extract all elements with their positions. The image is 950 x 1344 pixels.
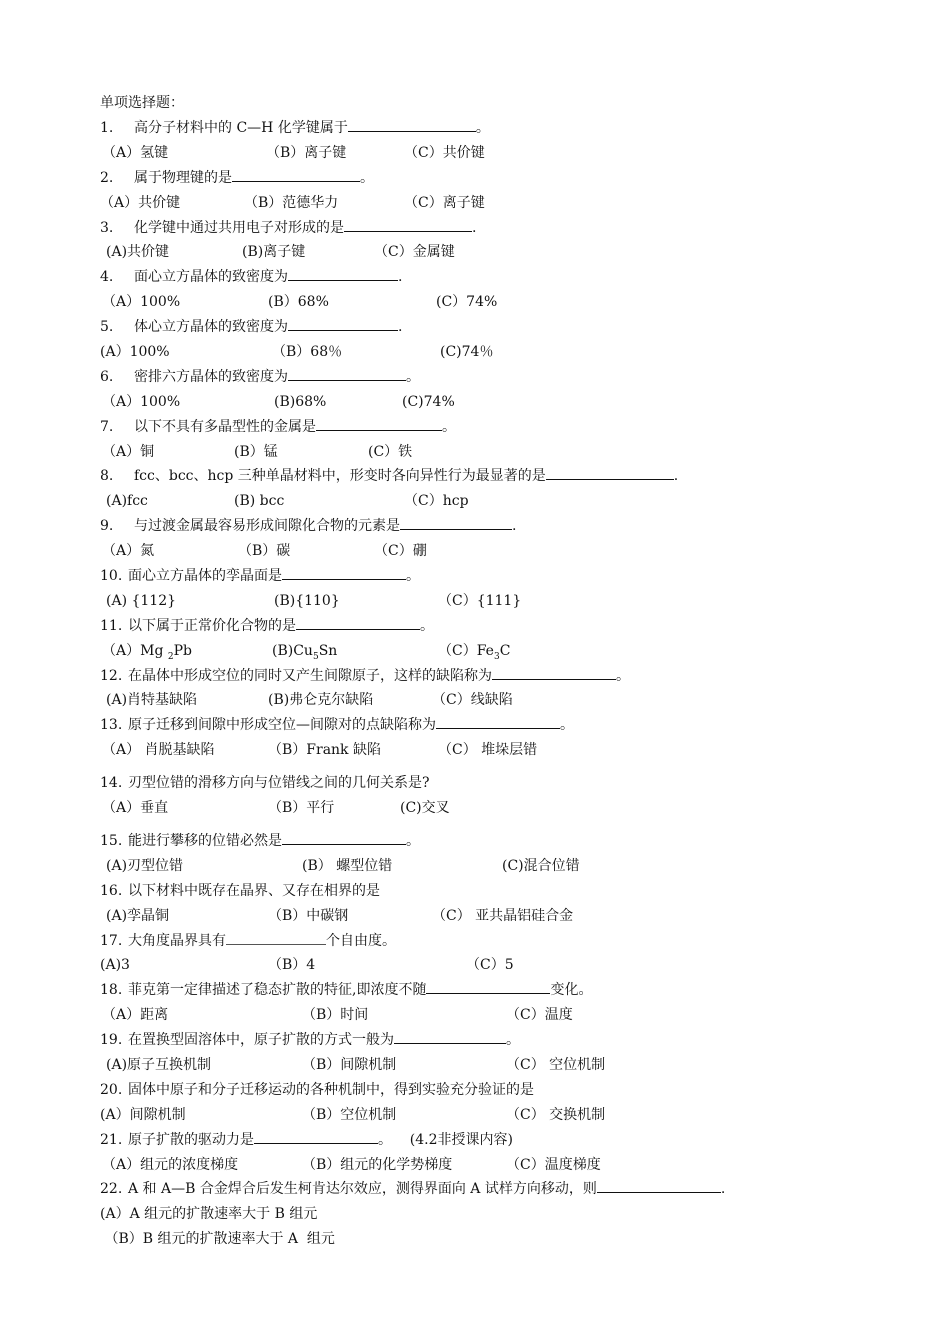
question-number: 22. <box>100 1181 123 1198</box>
option <box>100 1103 186 1128</box>
answer-blank <box>546 464 674 480</box>
option-text: （B）Frank 缺陷 <box>268 742 381 759</box>
answer-blank <box>254 1128 378 1144</box>
question-text <box>128 1128 513 1153</box>
option <box>244 191 338 216</box>
question-stem-tail: 个自由度。 <box>326 932 396 949</box>
question-stem-row <box>98 514 898 539</box>
option-text: (B）锰 <box>234 443 278 460</box>
options-row <box>98 390 898 415</box>
option <box>374 240 455 265</box>
question-stem-row <box>98 315 898 340</box>
answer-blank <box>597 1177 721 1193</box>
question-stem-text: 面心立方晶体的致密度为 <box>134 269 288 286</box>
options-row <box>98 1003 898 1028</box>
answer-blank <box>348 116 476 132</box>
question-number: 11. <box>100 617 123 634</box>
option-text: (B)离子键 <box>242 244 306 261</box>
question-stem-row <box>98 564 898 589</box>
option-text: （C）hcp <box>404 493 469 510</box>
answer-blank <box>288 265 398 281</box>
option <box>466 953 514 978</box>
option-text: （A） 肖脱基缺陷 <box>102 742 215 759</box>
question-number: 7. <box>100 418 114 435</box>
option-text: （B）间隙机制 <box>302 1056 397 1073</box>
option-text: (B)弗仑克尔缺陷 <box>268 692 374 709</box>
options-row <box>98 1053 898 1078</box>
question-stem-text: A 和 A—B 合金焊合后发生柯肯达尔效应，测得界面向 A 试样方向移动，则 <box>128 1181 597 1198</box>
option-text: （A）100% <box>102 393 181 410</box>
question-stem-row <box>98 614 898 639</box>
question-text <box>134 265 402 290</box>
option <box>506 1003 573 1028</box>
option <box>102 639 192 664</box>
option <box>438 738 537 763</box>
question-stem-tail: . <box>673 468 679 485</box>
answer-blank <box>288 365 406 381</box>
answer-blank <box>232 166 360 182</box>
answer-blank <box>282 829 406 845</box>
answer-blank <box>316 415 442 431</box>
answer-blank <box>426 978 550 994</box>
option <box>400 796 450 821</box>
option <box>302 1053 396 1078</box>
question-stem-row <box>98 116 898 141</box>
option <box>274 589 340 614</box>
option <box>404 191 485 216</box>
option <box>268 290 329 315</box>
option-text: （C）5 <box>466 957 514 974</box>
question-stem-tail: . <box>398 269 403 286</box>
option <box>432 688 513 713</box>
option-text: （C）硼 <box>374 543 427 560</box>
option-text: (B)Cu <box>272 642 313 659</box>
option <box>100 191 180 216</box>
question-stem-text: 属于物理键的是 <box>134 169 232 186</box>
option <box>106 688 197 713</box>
option-text: （B）中碳钢 <box>268 907 349 924</box>
option-text: (C)混合位错 <box>502 857 580 874</box>
option-text: （A）氮 <box>102 543 155 560</box>
question-number: 15. <box>100 832 123 849</box>
option-text: （C）{111} <box>438 592 522 609</box>
question-stem-row <box>98 265 898 290</box>
option <box>268 953 315 978</box>
option <box>102 796 168 821</box>
question-text <box>128 713 574 738</box>
option <box>432 904 573 929</box>
options-row <box>98 1103 898 1128</box>
option <box>404 489 469 514</box>
option-text: （A）100% <box>102 294 181 311</box>
spacer <box>98 763 898 771</box>
option <box>374 539 427 564</box>
option <box>238 539 290 564</box>
question-stem-row <box>98 216 898 241</box>
question-stem-text: 以下属于正常价化合物的是 <box>128 617 296 634</box>
question-stem-row <box>98 464 898 489</box>
option-text: (A）100% <box>100 344 170 361</box>
options-row <box>98 240 898 265</box>
option-text: (B）68% <box>268 294 329 311</box>
question-stem-text: 固体中原子和分子迁移运动的各种机制中，得到实验充分验证的是 <box>128 1081 534 1098</box>
option-text: (B)68% <box>274 393 327 410</box>
question-stem-text: 在置换型固溶体中，原子扩散的方式一般为 <box>128 1032 394 1049</box>
options-row <box>98 589 898 614</box>
option-text: (B){110} <box>274 592 340 609</box>
option <box>102 141 168 166</box>
option-text: (A)共价键 <box>106 244 170 261</box>
subscript: 2 <box>167 651 174 662</box>
question-stem-text: 与过渡金属最容易形成间隙化合物的元素是 <box>134 518 400 535</box>
question-stem-tail: 。 <box>616 667 630 684</box>
option-line <box>98 1202 898 1227</box>
question-number: 2. <box>100 169 114 186</box>
option-text: （C）Fe <box>438 642 494 659</box>
option <box>302 1153 452 1178</box>
option-text: （C） 堆垛层错 <box>438 742 538 759</box>
option-text: （A）距离 <box>102 1007 169 1024</box>
question-stem-tail: 。 <box>406 368 420 385</box>
option <box>302 854 392 879</box>
question-stem-text: 原子迁移到间隙中形成空位—间隙对的点缺陷称为 <box>128 717 436 734</box>
question-stem-text: 菲克第一定律描述了稳态扩散的特征,即浓度不随 <box>128 982 427 999</box>
answer-blank <box>400 514 512 530</box>
question-text <box>128 771 430 796</box>
option <box>272 639 337 664</box>
option <box>436 290 497 315</box>
option <box>102 290 180 315</box>
option-text-tail: C <box>499 642 511 659</box>
question-text <box>134 116 490 141</box>
option-text: (A)3 <box>100 957 130 974</box>
option-text: (A）间隙机制 <box>100 1106 186 1123</box>
question-stem-tail: . <box>398 319 403 336</box>
option <box>302 1003 368 1028</box>
option <box>502 854 580 879</box>
option <box>368 440 412 465</box>
question-stem-row <box>98 365 898 390</box>
option-text: （B）平行 <box>268 800 335 817</box>
option <box>404 141 485 166</box>
option-text: （B）碳 <box>238 543 291 560</box>
option <box>302 1103 396 1128</box>
question-text <box>128 614 434 639</box>
option-text: (C)交叉 <box>400 800 450 817</box>
question-stem-text: 能进行攀移的位错必然是 <box>128 832 282 849</box>
option-text: (A)原子互换机制 <box>106 1056 212 1073</box>
question-stem-row <box>98 1128 898 1153</box>
option-text: （B）4 <box>268 957 316 974</box>
question-stem-tail: . <box>512 518 517 535</box>
options-row <box>98 796 898 821</box>
option-text: (C）铁 <box>368 443 413 460</box>
question-stem-row <box>98 929 898 954</box>
option <box>100 340 170 365</box>
question-text <box>128 829 420 854</box>
question-stem-text: 高分子材料中的 C—H 化学键属于 <box>134 120 348 136</box>
option <box>106 854 183 879</box>
question-number: 8. <box>100 468 114 485</box>
answer-blank <box>344 216 472 232</box>
question-stem-tail: 。 <box>360 169 374 186</box>
option-text: （C）温度 <box>506 1007 573 1024</box>
question-text <box>134 514 516 539</box>
answer-blank <box>492 664 616 680</box>
option-text: (A）A 组元的扩散速率大于 B 组元 <box>100 1206 318 1223</box>
question-stem-text: 密排六方晶体的致密度为 <box>134 368 288 385</box>
option <box>506 1053 605 1078</box>
option-text: （C）线缺陷 <box>432 692 513 709</box>
question-stem-tail: . <box>472 219 477 236</box>
option-text: (A)fcc <box>106 493 148 510</box>
options-row <box>98 738 898 763</box>
subscript: 5 <box>312 651 319 662</box>
option-text: (C)74％ <box>440 344 494 361</box>
question-number: 20. <box>100 1081 123 1098</box>
question-number: 21. <box>100 1131 123 1148</box>
option <box>268 738 381 763</box>
option-text: （C） 亚共晶铝硅合金 <box>432 907 574 924</box>
spacer <box>98 821 898 829</box>
option <box>234 440 278 465</box>
option-text: （A）共价键 <box>100 194 181 211</box>
option-text: （C） 交换机制 <box>506 1106 606 1123</box>
question-number: 5. <box>100 319 114 336</box>
option-text: （B）B 组元的扩散速率大于 A 组元 <box>100 1231 335 1248</box>
option <box>438 589 521 614</box>
question-stem-tail: 。 <box>406 832 420 849</box>
question-number: 10. <box>100 568 123 585</box>
option <box>268 796 334 821</box>
options-row <box>98 340 898 365</box>
option-text-tail: Pb <box>173 642 192 659</box>
question-stem-row <box>98 978 898 1003</box>
option <box>268 688 373 713</box>
option-text: (A)肖特基缺陷 <box>106 692 198 709</box>
option <box>506 1103 605 1128</box>
question-stem-row <box>98 415 898 440</box>
option <box>438 639 510 664</box>
option <box>106 240 169 265</box>
question-stem-tail: 。 <box>406 568 420 585</box>
option <box>402 390 455 415</box>
answer-blank <box>296 614 420 630</box>
question-text <box>134 415 456 440</box>
answer-blank <box>288 315 398 331</box>
option-text: （C）离子键 <box>404 194 485 211</box>
option-text: （B）时间 <box>302 1007 369 1024</box>
option <box>106 589 176 614</box>
question-stem-tail: 。 <box>420 617 434 634</box>
question-text <box>128 1177 725 1202</box>
question-stem-row <box>98 1078 898 1103</box>
option-text: （B）组元的化学势梯度 <box>302 1156 453 1173</box>
question-number: 6. <box>100 368 114 385</box>
question-stem-tail: 。 <box>506 1032 520 1049</box>
option <box>440 340 493 365</box>
option-text: （A）组元的浓度梯度 <box>102 1156 239 1173</box>
question-number: 17. <box>100 932 123 949</box>
question-text <box>134 365 420 390</box>
question-stem-text: 刃型位错的滑移方向与位错线之间的几何关系是? <box>128 775 430 792</box>
option-text: (C)74% <box>402 393 455 410</box>
option-text: (B） 螺型位错 <box>302 857 393 874</box>
option <box>272 340 342 365</box>
question-number: 3. <box>100 219 114 236</box>
option <box>106 489 148 514</box>
option-text: (A) {112} <box>106 592 177 609</box>
question-stem-tail: 。 (4.2非授课内容) <box>378 1131 513 1148</box>
option <box>102 539 154 564</box>
option <box>102 1003 168 1028</box>
option-text: （A）垂直 <box>102 800 169 817</box>
option-text: (A)刃型位错 <box>106 857 184 874</box>
question-text <box>134 216 476 241</box>
section-heading: 单项选择题： <box>100 95 184 111</box>
question-text <box>128 978 592 1003</box>
question-number: 1. <box>100 120 114 136</box>
question-stem-tail: 。 <box>560 717 574 734</box>
question-text <box>128 929 396 954</box>
option <box>102 1153 238 1178</box>
question-text <box>128 564 420 589</box>
option-text: (C）74% <box>436 294 498 311</box>
option-text: （B）范德华力 <box>244 194 339 211</box>
answer-blank <box>436 713 560 729</box>
question-number: 12. <box>100 667 123 684</box>
question-stem-text: 原子扩散的驱动力是 <box>128 1131 254 1148</box>
question-text <box>134 315 402 340</box>
option <box>102 738 215 763</box>
option <box>106 904 169 929</box>
question-list <box>98 116 898 1252</box>
question-stem-text: 以下材料中既存在晶界、又存在相界的是 <box>128 882 380 899</box>
option-text: （A）铜 <box>102 443 155 460</box>
question-stem-row <box>98 664 898 689</box>
option <box>242 240 305 265</box>
option-text: （A）Mg <box>102 642 168 659</box>
option-text: （B）68％ <box>272 344 343 361</box>
options-row <box>98 191 898 216</box>
options-row <box>98 854 898 879</box>
question-number: 9. <box>100 518 114 535</box>
subscript: 3 <box>493 651 500 662</box>
question-text <box>128 1028 520 1053</box>
option <box>102 390 180 415</box>
question-stem-row <box>98 1177 898 1202</box>
option <box>234 489 284 514</box>
question-stem-row <box>98 166 898 191</box>
option <box>268 904 348 929</box>
question-number: 18. <box>100 982 123 999</box>
answer-blank <box>226 929 326 945</box>
question-stem-text: 以下不具有多晶型性的金属是 <box>134 418 316 435</box>
option-text: （C） 空位机制 <box>506 1056 606 1073</box>
question-stem-row <box>98 879 898 904</box>
option-text: (B) bcc <box>234 493 285 510</box>
question-text <box>128 879 380 904</box>
options-row <box>98 904 898 929</box>
answer-blank <box>282 564 406 580</box>
options-row <box>98 440 898 465</box>
option-text: （A）氢键 <box>102 144 169 161</box>
option-text: （C）温度梯度 <box>506 1156 601 1173</box>
option-text-tail: Sn <box>318 642 338 659</box>
question-stem-row <box>98 829 898 854</box>
option-text: （C）共价键 <box>404 144 485 161</box>
option <box>106 1053 211 1078</box>
options-row <box>98 688 898 713</box>
option-line <box>98 1227 898 1252</box>
question-stem-tail: 。 <box>475 120 490 136</box>
question-number: 13. <box>100 717 123 734</box>
options-row <box>98 539 898 564</box>
options-row <box>98 141 898 166</box>
question-number: 16. <box>100 882 123 899</box>
options-row <box>98 639 898 664</box>
question-stem-row <box>98 771 898 796</box>
option-text: （B）离子键 <box>266 144 347 161</box>
option-text: （C）金属键 <box>374 244 455 261</box>
question-number: 19. <box>100 1032 123 1049</box>
question-text <box>134 464 678 489</box>
question-stem-text: 大角度晶界具有 <box>128 932 226 949</box>
option-text: （B）空位机制 <box>302 1106 397 1123</box>
question-text <box>128 1078 534 1103</box>
question-number: 14. <box>100 775 123 792</box>
question-stem-text: 体心立方晶体的致密度为 <box>134 319 288 336</box>
question-stem-tail: . <box>720 1181 726 1198</box>
question-text <box>128 664 630 689</box>
question-text <box>134 166 374 191</box>
option-text: (A)孪晶铜 <box>106 907 170 924</box>
option <box>274 390 326 415</box>
options-row <box>98 489 898 514</box>
option <box>266 141 346 166</box>
option <box>100 953 130 978</box>
option <box>102 440 154 465</box>
question-stem-text: 化学键中通过共用电子对形成的是 <box>134 219 344 236</box>
answer-blank <box>394 1028 506 1044</box>
question-stem-row <box>98 1028 898 1053</box>
question-stem-text: fcc、bcc、hcp 三种单晶材料中，形变时各向异性行为最显著的是 <box>134 468 546 485</box>
options-row <box>98 953 898 978</box>
options-row <box>98 1153 898 1178</box>
question-stem-row <box>98 713 898 738</box>
question-stem-tail: 。 <box>442 418 456 435</box>
question-stem-tail: 变化。 <box>550 982 593 999</box>
question-stem-text: 在晶体中形成空位的同时又产生间隙原子，这样的缺陷称为 <box>128 667 492 684</box>
options-row <box>98 290 898 315</box>
question-stem-text: 面心立方晶体的孪晶面是 <box>128 568 282 585</box>
option <box>506 1153 601 1178</box>
question-number: 4. <box>100 269 114 286</box>
